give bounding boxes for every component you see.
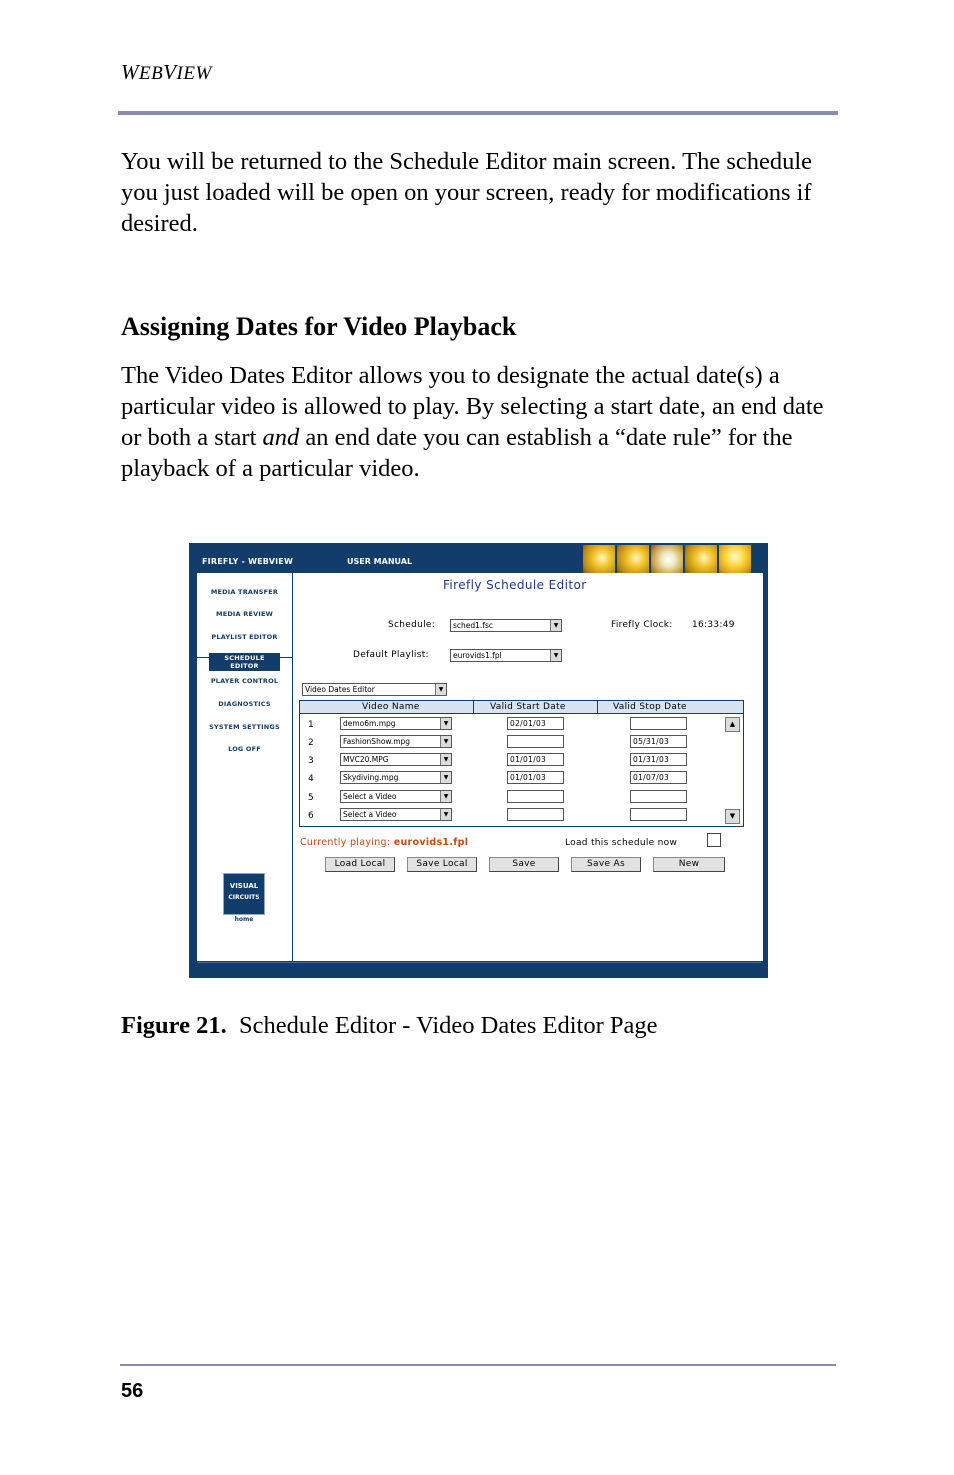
header-letters-eb: EB (139, 63, 164, 84)
video-select-value: Select a Video (343, 810, 397, 819)
visual-circuits-logo[interactable] (223, 873, 265, 915)
scroll-down-button[interactable] (725, 809, 740, 824)
figure-caption (121, 1012, 658, 1040)
save-local-button[interactable]: Save Local (407, 857, 477, 872)
currently-playing (300, 837, 468, 848)
firefly-tile-image (617, 545, 649, 574)
page-number: 56 (121, 1380, 144, 1402)
video-select[interactable] (340, 735, 452, 748)
chevron-down-icon: ▼ (435, 684, 446, 695)
default-playlist-select[interactable] (450, 649, 562, 662)
running-header (121, 60, 212, 85)
firefly-tile-image (651, 545, 683, 574)
save-button[interactable]: Save (489, 857, 559, 872)
col-valid-start-date: Valid Start Date (490, 702, 566, 712)
load-now-checkbox[interactable] (707, 833, 721, 847)
nav-diagnostics[interactable]: DIAGNOSTICS (218, 700, 271, 708)
start-date-field[interactable] (507, 790, 564, 803)
video-dates-table (299, 700, 744, 827)
table-header (300, 701, 743, 714)
col-separator (473, 701, 474, 713)
section-paragraph-part2: an end date you can establish a “date rule” for the playback of a particular video. (121, 424, 793, 482)
video-select[interactable] (340, 808, 452, 821)
nav-log-off[interactable]: LOG OFF (228, 745, 261, 753)
stop-date-field[interactable]: 01/31/03 (630, 753, 687, 766)
video-select[interactable] (340, 753, 452, 766)
chevron-down-icon: ▼ (440, 772, 451, 783)
chevron-down-icon: ▼ (440, 736, 451, 747)
header-letters-iew: IEW (176, 63, 212, 84)
col-separator (597, 701, 598, 713)
triangle-down-icon: ▼ (729, 812, 736, 820)
row-number: 5 (308, 793, 314, 803)
start-date-field[interactable] (507, 808, 564, 821)
nav-media-review[interactable]: MEDIA REVIEW (216, 610, 273, 618)
video-select[interactable] (340, 771, 452, 784)
nav-playlist-editor[interactable]: PLAYLIST EDITOR (211, 633, 278, 641)
section-paragraph (121, 360, 841, 484)
header-letter-v: V (163, 60, 177, 84)
stop-date-field[interactable]: 01/07/03 (630, 771, 687, 784)
start-date-field[interactable] (507, 735, 564, 748)
chevron-down-icon: ▼ (440, 754, 451, 765)
save-as-button[interactable]: Save As (571, 857, 641, 872)
schedule-select[interactable] (450, 619, 562, 632)
currently-playing-label: Currently playing: (300, 837, 391, 848)
intro-paragraph: You will be returned to the Schedule Editor main screen. The schedule you just loaded will be open on your screen, ready for modifications if desired. (121, 148, 813, 237)
currently-playing-value: eurovids1.fpl (393, 837, 469, 848)
start-date-field[interactable]: 01/01/03 (507, 771, 564, 784)
col-video-name: Video Name (362, 702, 420, 712)
playlist-select-value: eurovids1.fpl (453, 651, 502, 660)
row-number: 4 (308, 774, 314, 784)
video-select-value: demo6m.mpg (343, 719, 396, 728)
nav-media-transfer[interactable]: MEDIA TRANSFER (210, 588, 279, 596)
clock-label: Firefly Clock: (611, 620, 673, 630)
video-select-value: Skydiving.mpg (343, 773, 399, 782)
video-select[interactable] (340, 790, 452, 803)
firefly-tile-image (583, 545, 615, 574)
schedule-label: Schedule: (388, 620, 436, 630)
video-select-value: Select a Video (343, 792, 397, 801)
chevron-down-icon: ▼ (550, 620, 561, 631)
clock-value: 16:33:49 (692, 620, 735, 630)
load-now-label: Load this schedule now (565, 838, 678, 848)
logo-line-2: CIRCUITS (228, 894, 260, 901)
editor-main (293, 573, 763, 961)
firefly-tile-image (685, 545, 717, 574)
row-number: 1 (308, 720, 314, 730)
section-paragraph-part1: The Video Dates Editor allows you to designate the actual date(s) a particular video is allowed to play. By selecting a start date, an end date or both a start (121, 362, 824, 451)
stop-date-field[interactable] (630, 717, 687, 730)
firefly-tile-image (719, 545, 751, 574)
sidebar-nav (197, 573, 292, 961)
editor-mode-select[interactable] (302, 683, 447, 696)
editor-title: Firefly Schedule Editor (443, 578, 587, 592)
figure-caption-text: Schedule Editor - Video Dates Editor Page (238, 1012, 658, 1039)
header-letter-w: W (121, 60, 139, 84)
stop-date-field[interactable]: 05/31/03 (630, 735, 687, 748)
section-paragraph-italic: and (262, 424, 300, 451)
schedule-select-value: sched1.fsc (453, 621, 493, 630)
bottom-bar (197, 962, 761, 973)
schedule-editor-screenshot (189, 543, 768, 978)
chevron-down-icon: ▼ (550, 650, 561, 661)
video-select[interactable] (340, 717, 452, 730)
mode-select-value: Video Dates Editor (305, 685, 375, 694)
load-local-button[interactable]: Load Local (325, 857, 395, 872)
video-select-value: FashionShow.mpg (343, 737, 411, 746)
nav-schedule-editor[interactable]: SCHEDULE EDITOR (209, 653, 280, 671)
start-date-field[interactable]: 01/01/03 (507, 753, 564, 766)
video-select-value: MVC20.MPG (343, 755, 389, 764)
row-number: 2 (308, 738, 314, 748)
home-link[interactable]: home (234, 916, 254, 923)
section-heading: Assigning Dates for Video Playback (121, 312, 517, 341)
chevron-down-icon: ▼ (440, 791, 451, 802)
row-number: 6 (308, 811, 314, 821)
col-valid-stop-date: Valid Stop Date (613, 702, 687, 712)
nav-system-settings[interactable]: SYSTEM SETTINGS (209, 723, 280, 731)
header-rule (118, 111, 838, 115)
chevron-down-icon: ▼ (440, 718, 451, 729)
row-number: 3 (308, 756, 314, 766)
stop-date-field[interactable] (630, 808, 687, 821)
new-button[interactable]: New (653, 857, 725, 872)
top-bar (189, 543, 768, 573)
user-manual-link[interactable]: USER MANUAL (347, 557, 413, 566)
default-playlist-label: Default Playlist: (353, 650, 429, 660)
header-image-strip (583, 545, 751, 574)
figure-label: Figure 21. (121, 1012, 227, 1039)
nav-player-control[interactable]: PLAYER CONTROL (210, 677, 279, 685)
logo-line-1: VISUAL (229, 882, 259, 890)
brand-title: FIREFLY - WEBVIEW (202, 557, 293, 566)
start-date-field[interactable]: 02/01/03 (507, 717, 564, 730)
stop-date-field[interactable] (630, 790, 687, 803)
footer-rule (120, 1364, 836, 1366)
scroll-up-button[interactable] (725, 717, 740, 732)
chevron-down-icon: ▼ (440, 809, 451, 820)
triangle-up-icon: ▲ (729, 720, 736, 728)
